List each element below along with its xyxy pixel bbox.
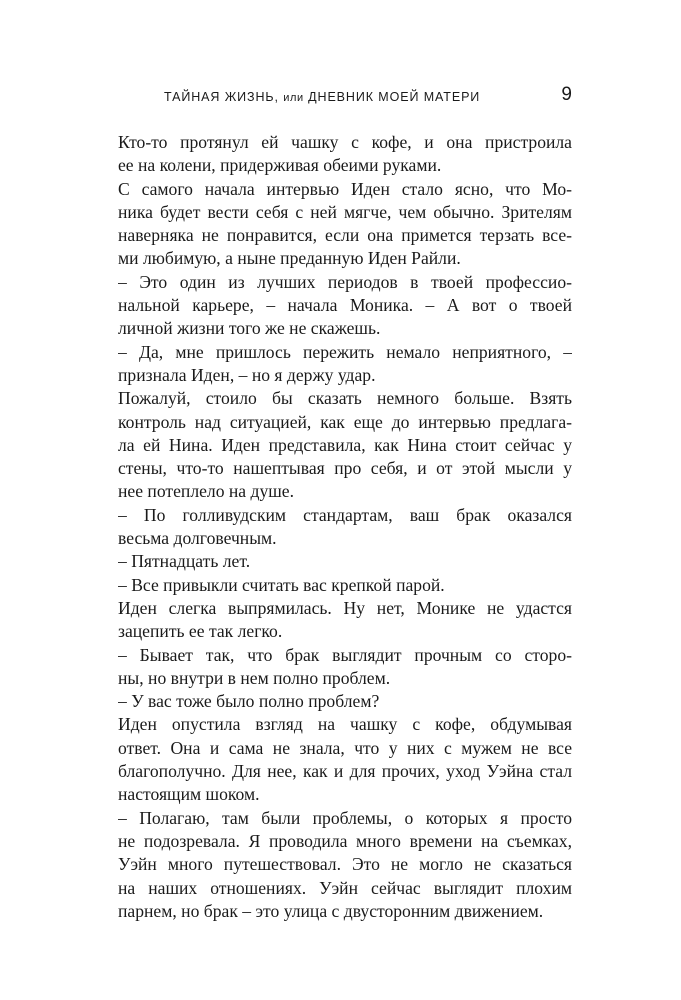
paragraph [118, 713, 572, 806]
text-line: парнем, но брак – это улица с двусторонним движением. [118, 900, 544, 921]
text-line: Уэйн много путешествовал. Это не могло не сказаться [118, 854, 572, 875]
text-line: ника будет вести себя с ней мягче, чем обычно. Зрителям [118, 201, 572, 222]
paragraph [118, 387, 572, 503]
text-line: – Да, мне пришлось пережить немало неприятного, – [118, 341, 572, 362]
text-line: не подозревала. Я проводила много времени на съемках, [118, 830, 572, 851]
text-line: весьма долговечным. [118, 528, 277, 549]
text-line: Пожалуй, стоило бы сказать немного больше. Взять [118, 388, 572, 409]
paragraph [118, 178, 572, 271]
text-line: нее потеплело на душе. [118, 481, 295, 502]
text-line: С самого начала интервью Иден стало ясно, что Мо- [118, 178, 572, 199]
running-head [118, 84, 572, 112]
text-line: – Бывает так, что брак выглядит прочным со сторо- [118, 644, 572, 665]
text-line: контроль над ситуацией, как еще до интервью предлага- [118, 411, 572, 432]
text-line: ответ. Она и сама не знала, что у них с мужем не все [118, 737, 572, 758]
text-line: – Полагаю, там были проблемы, о которых я просто [118, 807, 572, 828]
paragraph [118, 644, 572, 691]
text-line: Кто-то протянул ей чашку с кофе, и она пристроила [118, 132, 572, 152]
text-line: настоящим шоком. [118, 784, 260, 805]
paragraph [118, 597, 572, 644]
text-line: Иден опустила взгляд на чашку с кофе, обдумывая [118, 714, 572, 735]
text-line: ее на колени, придерживая обеими руками. [118, 155, 442, 176]
text-line: – Все привыкли считать вас крепкой парой. [118, 574, 445, 595]
paragraph [118, 550, 572, 573]
text-line: стены, что-то нашептывая про себя, и от этой мысли у [118, 458, 572, 479]
paragraph [118, 807, 572, 923]
text-line: ла ей Нина. Иден представила, как Нина стоит сейчас у [118, 434, 572, 455]
text-line: личной жизни того же не скажешь. [118, 318, 381, 339]
text-line: – По голливудским стандартам, ваш брак оказался [118, 504, 572, 525]
page-number: 9 [561, 84, 572, 105]
running-title-part3: ДНЕВНИК МОЕЙ МАТЕРИ [308, 90, 481, 104]
text-line: на наших отношениях. Уэйн сейчас выглядит плохим [118, 877, 572, 898]
paragraph [118, 271, 572, 341]
text-line: ми любимую, а ныне преданную Иден Райли. [118, 248, 461, 269]
text-line: – Пятнадцать лет. [118, 551, 251, 572]
text-line: признала Иден, – но я держу удар. [118, 364, 376, 385]
text-line: наверняка не понравится, если она примется терзать все- [118, 225, 572, 246]
paragraph [118, 574, 572, 597]
text-line: – У вас тоже было полно проблем? [118, 691, 380, 712]
paragraph [118, 690, 572, 713]
text-line: ны, но внутри в нем полно проблем. [118, 667, 391, 688]
text-line: зацепить ее так легко. [118, 621, 283, 642]
running-title-part2: или [283, 92, 304, 104]
paragraph [118, 504, 572, 551]
text-line: нальной карьере, – начала Моника. – А вот о твоей [118, 295, 572, 316]
text-line: благополучно. Для нее, как и для прочих, уход Уэйна стал [118, 761, 572, 782]
body-text [118, 131, 572, 923]
paragraph [118, 131, 572, 178]
running-title-part1: ТАЙНАЯ ЖИЗНЬ, [164, 90, 279, 104]
running-title [164, 88, 480, 107]
text-line: Иден слегка выпрямилась. Ну нет, Монике не удастся [118, 597, 572, 618]
text-line: – Это один из лучших периодов в твоей профессио- [118, 271, 572, 292]
paragraph [118, 341, 572, 388]
